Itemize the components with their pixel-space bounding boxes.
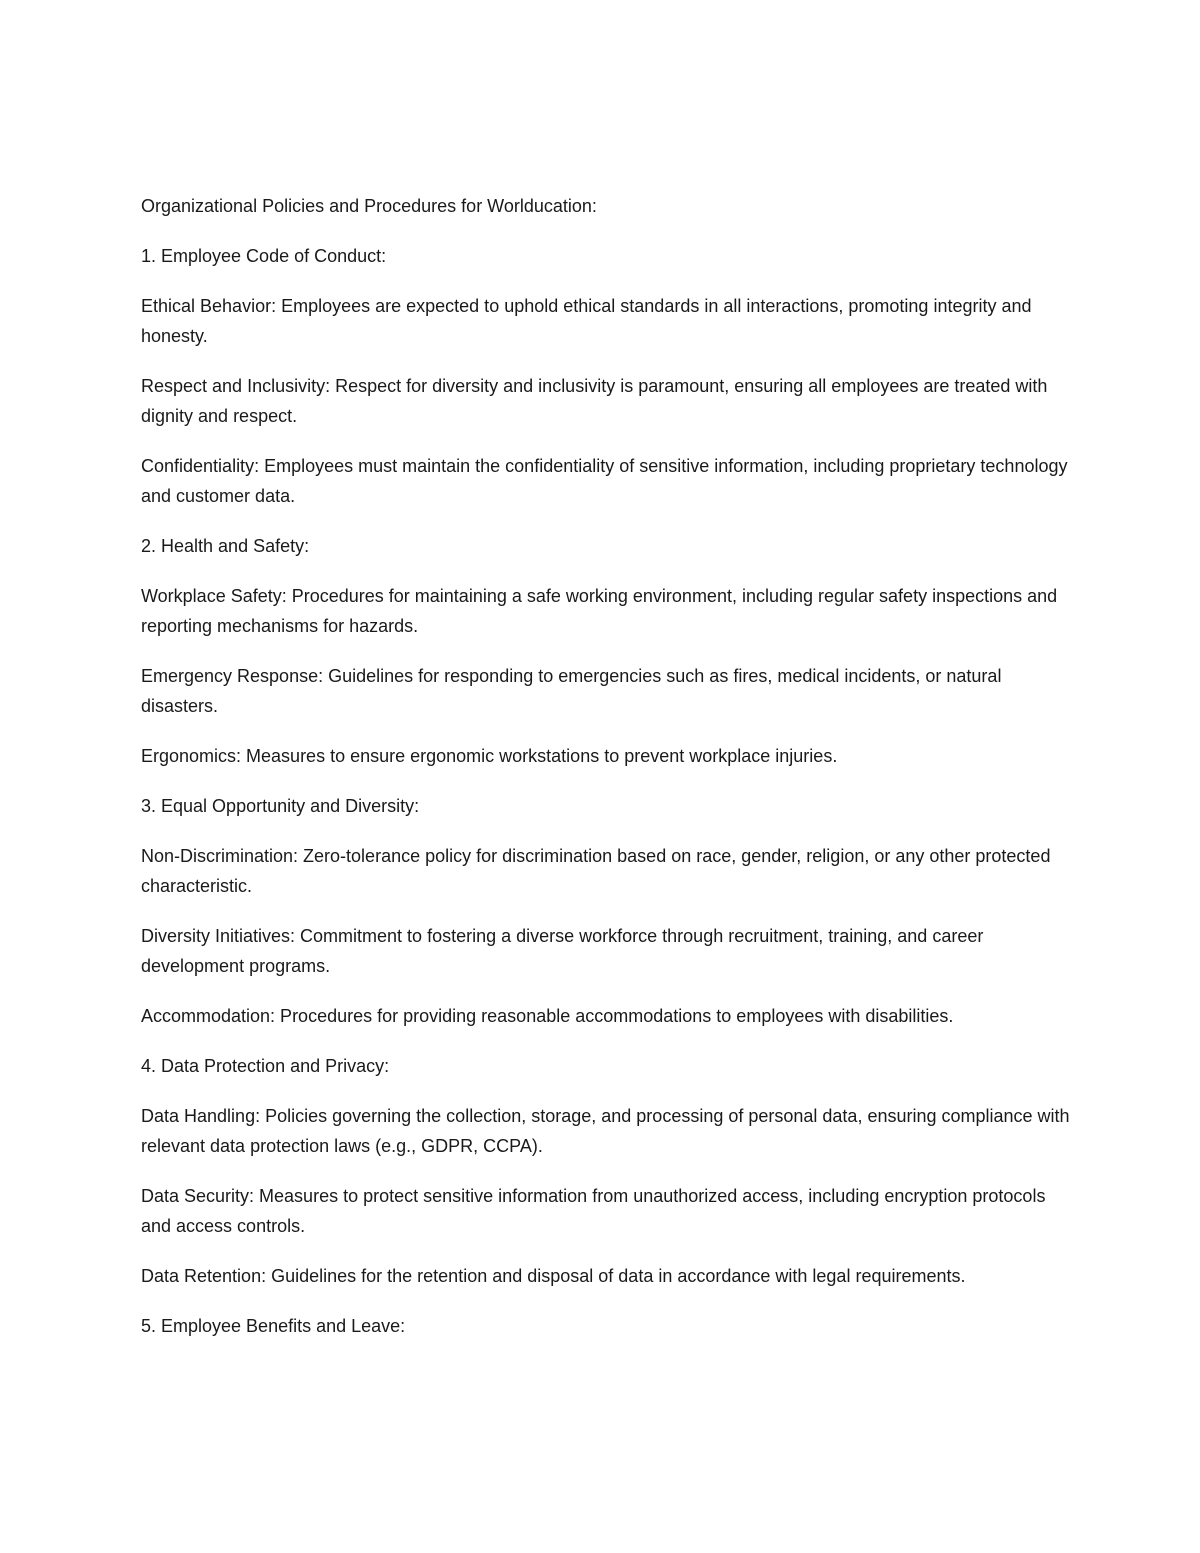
paragraph-respect-inclusivity: Respect and Inclusivity: Respect for diversity and inclusivity is paramount, ensuring all employees are treated with dignity and respect. [141,376,1048,426]
section-heading-code-of-conduct: 1. Employee Code of Conduct: [141,246,387,266]
paragraph-non-discrimination: Non-Discrimination: Zero-tolerance policy for discrimination based on race, gender, religion, or any other protected characteristic. [141,846,1051,896]
paragraph-ethical-behavior: Ethical Behavior: Employees are expected to uphold ethical standards in all interactions, promoting integrity and honesty. [141,296,1032,346]
paragraph-data-handling: Data Handling: Policies governing the collection, storage, and processing of personal data, ensuring compliance with relevant data protection laws (e.g., GDPR, CCPA). [141,1106,1070,1156]
section-heading-equal-opportunity: 3. Equal Opportunity and Diversity: [141,796,420,816]
section-heading-health-safety: 2. Health and Safety: [141,536,310,556]
paragraph-emergency-response: Emergency Response: Guidelines for responding to emergencies such as fires, medical incidents, or natural disasters. [141,666,1002,716]
document-title: Organizational Policies and Procedures for Worlducation: [141,196,597,216]
section-heading-data-protection: 4. Data Protection and Privacy: [141,1056,390,1076]
paragraph-confidentiality: Confidentiality: Employees must maintain the confidentiality of sensitive information, including proprietary technology and customer data. [141,456,1068,506]
section-heading-benefits-leave: 5. Employee Benefits and Leave: [141,1316,406,1336]
paragraph-workplace-safety: Workplace Safety: Procedures for maintaining a safe working environment, including regular safety inspections and reporting mechanisms for hazards. [141,586,1058,636]
paragraph-diversity-initiatives: Diversity Initiatives: Commitment to fostering a diverse workforce through recruitment, training, and career development programs. [141,926,984,976]
paragraph-data-security: Data Security: Measures to protect sensitive information from unauthorized access, including encryption protocols and access controls. [141,1186,1046,1236]
document-body [141,191,1071,1361]
paragraph-accommodation: Accommodation: Procedures for providing reasonable accommodations to employees with disabilities. [141,1006,954,1026]
paragraph-data-retention: Data Retention: Guidelines for the retention and disposal of data in accordance with legal requirements. [141,1266,966,1286]
paragraph-ergonomics: Ergonomics: Measures to ensure ergonomic workstations to prevent workplace injuries. [141,746,838,766]
